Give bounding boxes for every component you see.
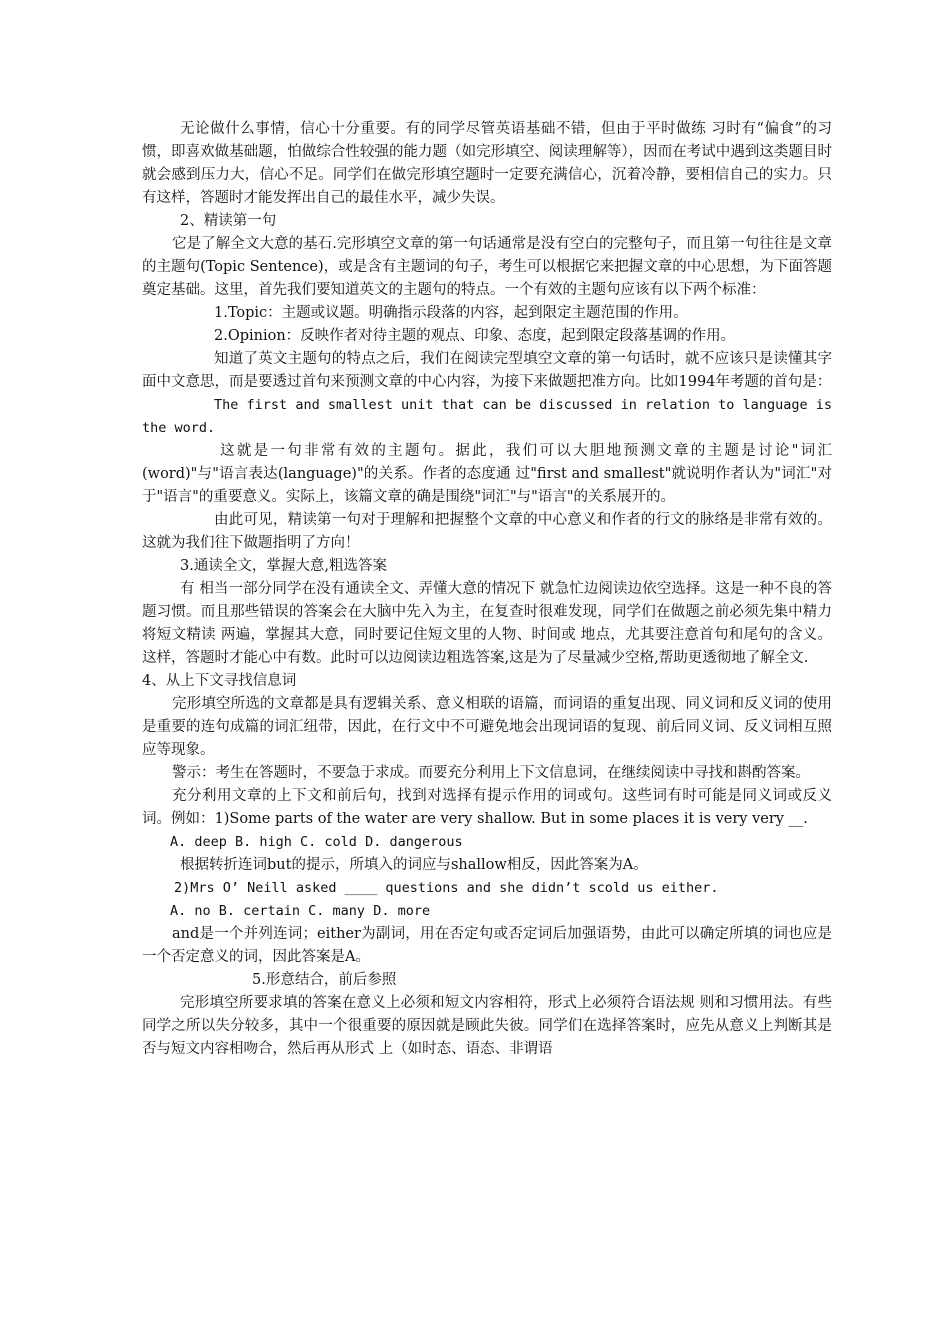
- options-example-1: A. deep B. high C. cold D. dangerous: [170, 834, 463, 850]
- paragraph-form-meaning: 完形填空所要求填的答案在意义上必须和短文内容相符，形式上必须符合语法规 则和习惯用法。有些同学之所以失分较多，其中一个很重要的原因就是顾此失彼。同学们在选择答案时，应先从意义上判断其是否与短文内容相吻合，然后再从形式 上（如时态、语态、非谓语: [142, 995, 832, 1057]
- explanation-example-1: 根据转折连词but的提示，所填入的词应与shallow相反，因此答案为A。: [180, 857, 648, 873]
- paragraph-first-sentence: 它是了解全文大意的基石.完形填空文章的第一句话通常是没有空白的完整句子，而且第一句往往是文章的主题句(Topic Sentence)，或是含有主题词的句子，考生可以根据它来把握文章的中心思想，为下面答题奠定基础。这里，首先我们要知道英文的主题句的特点。一个有效的主题句应该有以下两个标准：: [142, 236, 832, 298]
- options-example-2: A. no B. certain C. many D. more: [170, 903, 431, 919]
- criterion-opinion: 2.Opinion：反映作者对待主题的观点、印象、态度，起到限定段落基调的作用。: [214, 328, 736, 344]
- heading-read-first-sentence: 2、精读第一句: [180, 213, 277, 229]
- heading-form-meaning: 5.形意结合，前后参照: [252, 972, 397, 988]
- heading-context-words: 4、从上下文寻找信息词: [142, 673, 297, 689]
- paragraph-example-1: 充分利用文章的上下文和前后句，找到对选择有提示作用的词或句。这些词有时可能是同义词或反义词。例如：1)Some parts of the water are very shallow. But in some places it is very very __.: [142, 788, 832, 827]
- paragraph-warning: 警示：考生在答题时，不要急于求成。而要充分利用上下文信息词，在继续阅读中寻找和斟酌答案。: [172, 765, 810, 781]
- document-page: [142, 118, 832, 1061]
- paragraph-topic-sentence-features: 知道了英文主题句的特点之后，我们在阅读完型填空文章的第一句话时，就不应该只是读懂其字面中文意思，而是要透过首句来预测文章的中心内容，为接下来做题把准方向。比如1994年考题的首句是：: [142, 351, 832, 390]
- example-2: 2)Mrs O’ Neill asked ____ questions and she didn’t scold us either.: [174, 880, 719, 896]
- paragraph-read-whole-text: 有 相当一部分同学在没有通读全文、弄懂大意的情况下 就急忙边阅读边依空选择。这是一种不良的答题习惯。而且那些错误的答案会在大脑中先入为主，在复查时很难发现，同学们在做题之前必须先集中精力将短文精读 两遍，掌握其大意，同时要记住短文里的人物、时间或 地点，尤其要注意首句和尾句的含义。这样，答题时才能心中有数。此时可以边阅读边粗选答案,这是为了尽量减少空格,帮助更透彻地了解全文.: [142, 581, 832, 666]
- criterion-topic: 1.Topic：主题或议题。明确指示段落的内容，起到限定主题范围的作用。: [214, 305, 688, 321]
- paragraph-conclusion: 由此可见，精读第一句对于理解和把握整个文章的中心意义和作者的行文的脉络是非常有效的。这就为我们往下做题指明了方向！: [142, 512, 832, 551]
- explanation-example-2: and是一个并列连词；either为副词，用在否定句或否定词后加强语势，由此可以确定所填的词也应是一个否定意义的词，因此答案是A。: [142, 926, 832, 965]
- example-quote-1994: The first and smallest unit that can be discussed in relation to language is the word.: [142, 397, 832, 436]
- heading-read-whole-text: 3.通读全文，掌握大意,粗选答案: [180, 558, 387, 574]
- paragraph-confidence: 无论做什么事情，信心十分重要。有的同学尽管英语基础不错，但由于平时做练 习时有“偏食”的习惯，即喜欢做基础题，怕做综合性较强的能力题（如完形填空、阅读理解等），因而在考试中遇到这类题目时就会感到压力大，信心不足。同学们在做完形填空题时一定要充满信心，沉着冷静，要相信自己的实力。只有这样，答题时才能发挥出自己的最佳水平，减少失误。: [142, 121, 832, 206]
- paragraph-analysis: 这就是一句非常有效的主题句。据此，我们可以大胆地预测文章的主题是讨论"词汇(word)"与"语言表达(language)"的关系。作者的态度通 过"first and smallest"就说明作者认为"词汇"对于"语言"的重要意义。实际上，该篇文章的确是围绕"词汇"与"语言"的关系展开的。: [142, 443, 832, 505]
- paragraph-context-words: 完形填空所选的文章都是具有逻辑关系、意义相联的语篇，而词语的重复出现、同义词和反义词的使用是重要的连句成篇的词汇纽带，因此，在行文中不可避免地会出现词语的复现、前后同义词、反义词相互照应等现象。: [142, 696, 832, 758]
